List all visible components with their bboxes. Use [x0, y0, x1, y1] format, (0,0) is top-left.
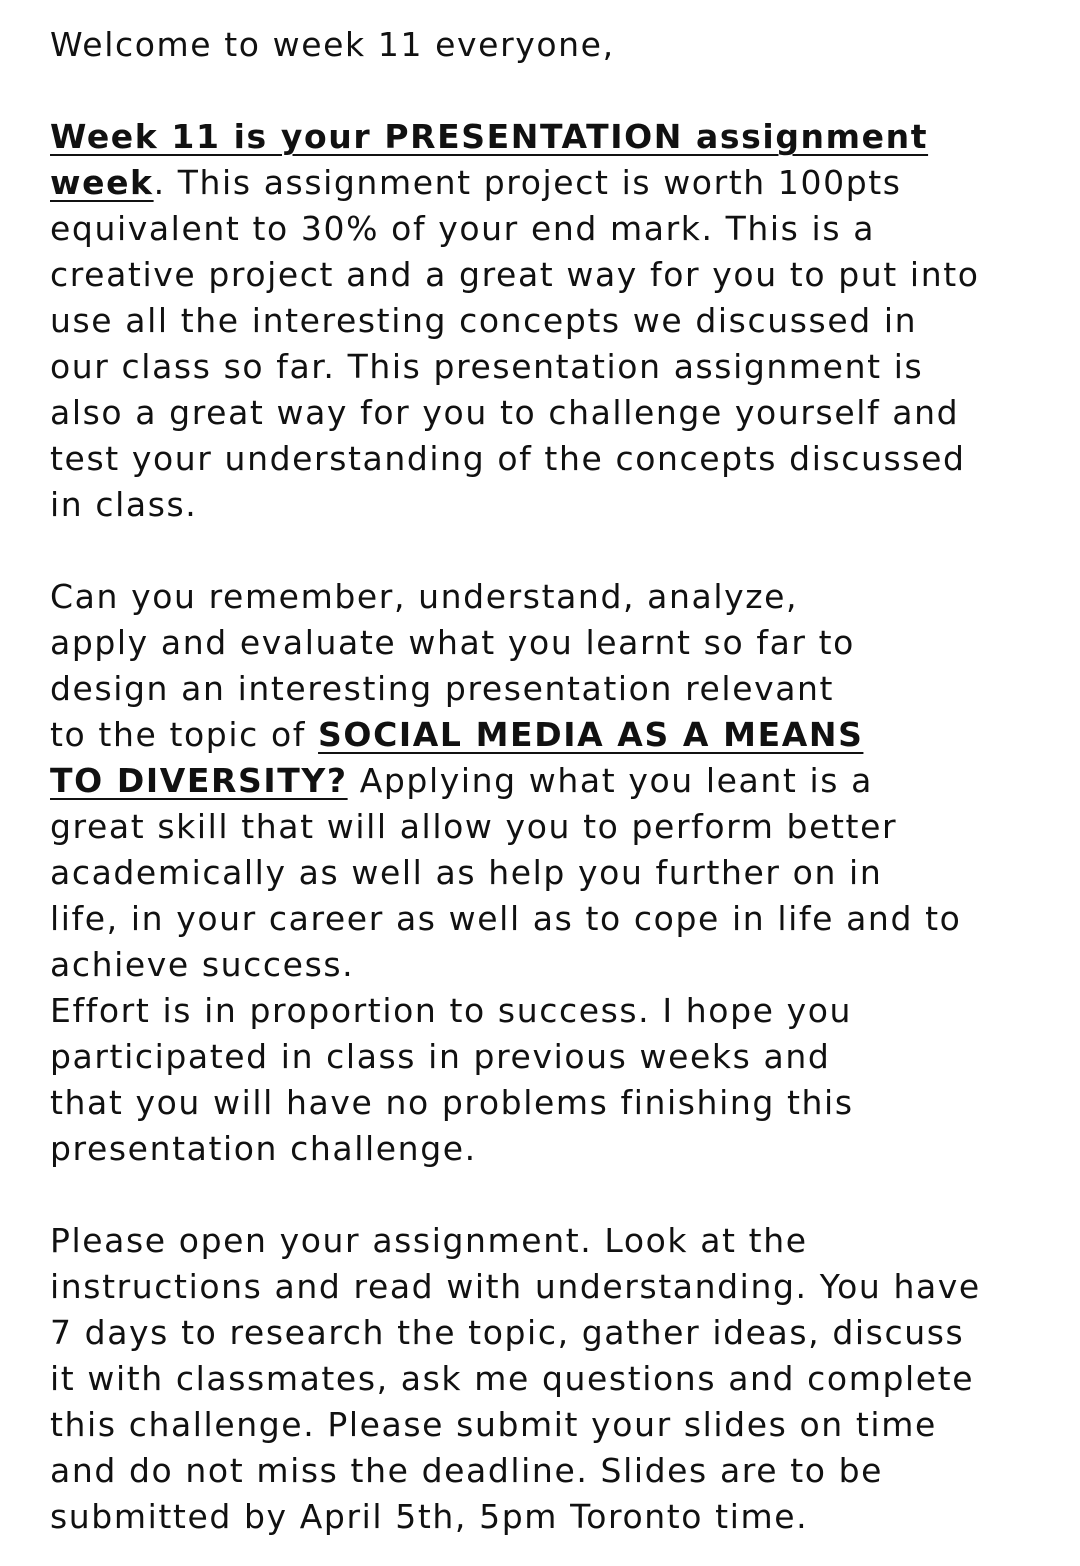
intro-line-1 — [50, 114, 1050, 160]
challenge-line-9: achieve success. — [50, 945, 355, 984]
challenge-line-5 — [50, 758, 1050, 804]
topic-lead-text: to the topic of — [50, 715, 319, 754]
intro-paragraph — [50, 114, 1050, 528]
paragraph-gap — [50, 528, 1050, 574]
topic-emphasis: SOCIAL MEDIA AS A MEANS — [318, 715, 864, 754]
presentation-week-emphasis-end: week — [50, 163, 154, 202]
instructions-line-7: submitted by April 5th, 5pm Toronto time. — [50, 1497, 809, 1536]
presentation-week-emphasis: Week 11 is your PRESENTATION assignment — [50, 117, 929, 156]
intro-line-2 — [50, 160, 1050, 206]
intro-line-7: also a great way for you to challenge yourself and — [50, 393, 960, 432]
effort-line-4: presentation challenge. — [50, 1129, 477, 1168]
challenge-line-4 — [50, 712, 1050, 758]
challenge-line-7: academically as well as help you further on in — [50, 853, 883, 892]
instructions-line-6: and do not miss the deadline. Slides are to be — [50, 1451, 884, 1490]
effort-line-2: participated in class in previous weeks and — [50, 1037, 831, 1076]
instructions-paragraph — [50, 1218, 1050, 1540]
instructions-line-1: Please open your assignment. Look at the — [50, 1221, 808, 1260]
challenge-line-6: great skill that will allow you to perform better — [50, 807, 898, 846]
intro-line-4: creative project and a great way for you to put into — [50, 255, 980, 294]
announcement-document — [50, 22, 1050, 1540]
instructions-line-4: it with classmates, ask me questions and complete — [50, 1359, 975, 1398]
instructions-line-2: instructions and read with understanding. You have — [50, 1267, 981, 1306]
intro-text: . This assignment project is worth 100pts — [153, 163, 902, 202]
challenge-text: Applying what you leant is a — [347, 761, 873, 800]
challenge-line-2: apply and evaluate what you learnt so far to — [50, 623, 855, 662]
challenge-paragraph — [50, 574, 1050, 1172]
challenge-line-3: design an interesting presentation relevant — [50, 669, 835, 708]
effort-line-1: Effort is in proportion to success. I hope you — [50, 991, 853, 1030]
challenge-line-8: life, in your career as well as to cope in life and to — [50, 899, 962, 938]
greeting-line: Welcome to week 11 everyone, — [50, 25, 615, 64]
intro-line-3: equivalent to 30% of your end mark. This is a — [50, 209, 876, 248]
intro-line-5: use all the interesting concepts we discussed in — [50, 301, 918, 340]
paragraph-gap — [50, 1172, 1050, 1218]
topic-emphasis-end: TO DIVERSITY? — [50, 761, 348, 800]
intro-line-9: in class. — [50, 485, 198, 524]
instructions-line-3: 7 days to research the topic, gather ideas, discuss — [50, 1313, 965, 1352]
instructions-line-5: this challenge. Please submit your slides on time — [50, 1405, 937, 1444]
intro-line-6: our class so far. This presentation assignment is — [50, 347, 924, 386]
intro-line-8: test your understanding of the concepts discussed — [50, 439, 966, 478]
effort-line-3: that you will have no problems finishing this — [50, 1083, 854, 1122]
challenge-line-1: Can you remember, understand, analyze, — [50, 577, 799, 616]
paragraph-gap — [50, 68, 1050, 114]
